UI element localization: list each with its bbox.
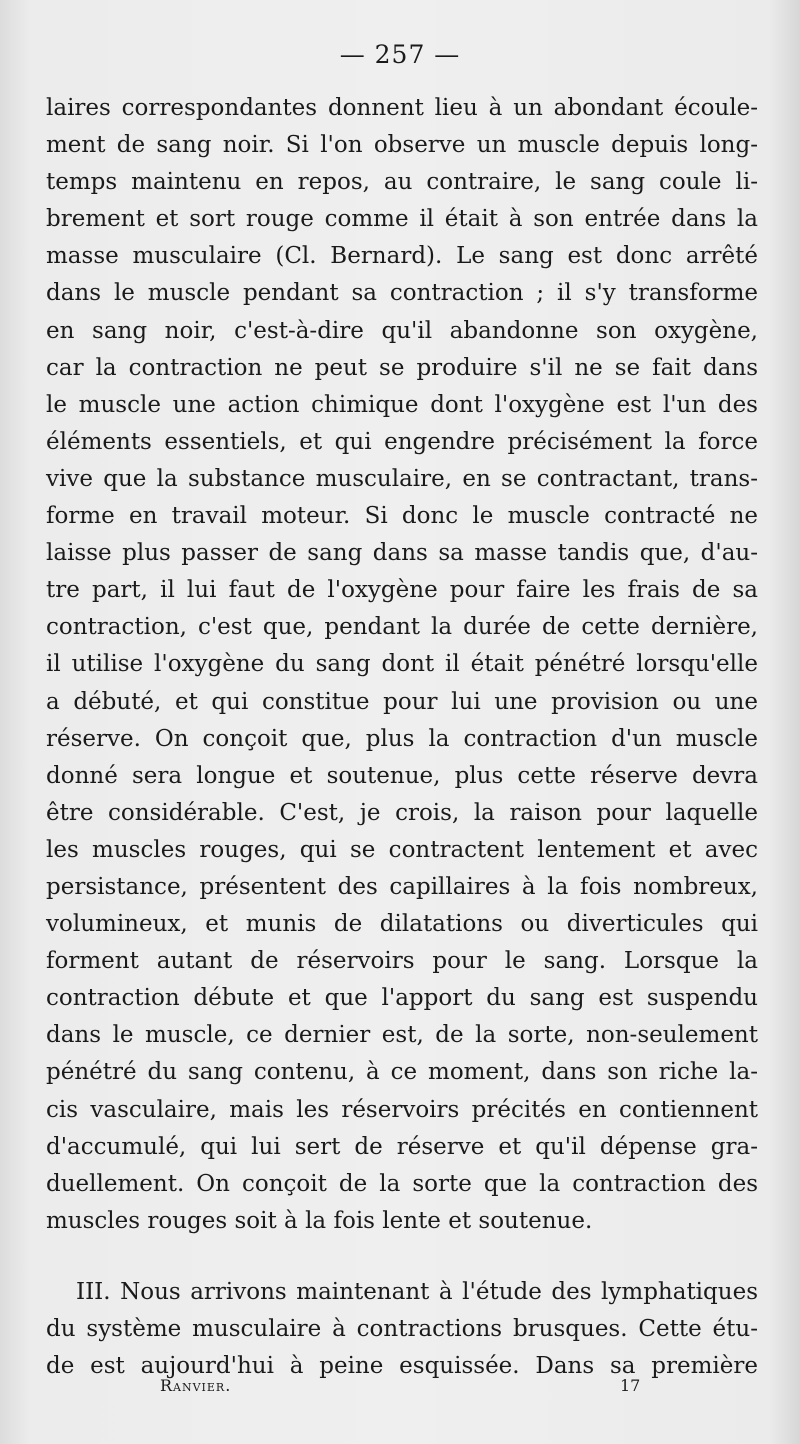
- text-line: ment de sang noir. Si l'on observe un muscle depuis long-: [46, 132, 758, 159]
- text-line: donné sera longue et soutenue, plus cette réserve devra: [46, 762, 758, 789]
- text-line: en sang noir, c'est-à-dire qu'il abandonne son oxygène,: [46, 317, 758, 344]
- paragraph-gap: [46, 1240, 758, 1274]
- text-line: vive que la substance musculaire, en se contractant, trans-: [46, 465, 758, 492]
- text-line: duellement. On conçoit de la sorte que la contraction des: [46, 1170, 758, 1197]
- sheet-number: 17: [620, 1376, 641, 1395]
- text-line: dans le muscle pendant sa contraction ; il s'y transforme: [46, 280, 758, 307]
- text-line: contraction débute et que l'apport du sang est suspendu: [46, 985, 758, 1012]
- text-line: brement et sort rouge comme il était à son entrée dans la: [46, 206, 758, 233]
- text-line: temps maintenu en repos, au contraire, le sang coule li-: [46, 169, 758, 196]
- text-line: éléments essentiels, et qui engendre précisément la force: [46, 428, 758, 455]
- section-heading-line: III. Nous arrivons maintenant à l'étude des lymphatiques: [76, 1278, 758, 1305]
- text-line: les muscles rouges, qui se contractent lentement et avec: [46, 836, 758, 863]
- text-line: d'accumulé, qui lui sert de réserve et qu'il dépense gra-: [46, 1133, 758, 1160]
- text-line: être considérable. C'est, je crois, la raison pour laquelle: [46, 799, 758, 826]
- text-line: a débuté, et qui constitue pour lui une provision ou une: [46, 688, 758, 715]
- text-line: masse musculaire (Cl. Bernard). Le sang est donc arrêté: [46, 243, 758, 270]
- text-line: le muscle une action chimique dont l'oxygène est l'un des: [46, 391, 758, 418]
- text-line: du système musculaire à contractions brusques. Cette étu-: [46, 1316, 758, 1342]
- text-line: tre part, il lui faut de l'oxygène pour faire les frais de sa: [46, 577, 758, 604]
- text-line: volumineux, et munis de dilatations ou diverticules qui: [46, 911, 758, 938]
- text-line: dans le muscle, ce dernier est, de la sorte, non-seulement: [46, 1022, 758, 1049]
- text-line: pénétré du sang contenu, à ce moment, dans son riche la-: [46, 1059, 758, 1086]
- text-line: contraction, c'est que, pendant la durée de cette dernière,: [46, 614, 758, 641]
- text-line: car la contraction ne peut se produire s'il ne se fait dans: [46, 354, 758, 381]
- page-number: — 257 —: [339, 40, 461, 69]
- text-line: persistance, présentent des capillaires à la fois nombreux,: [46, 873, 758, 900]
- text-line: forme en travail moteur. Si donc le muscle contracté ne: [46, 503, 758, 530]
- page-footer: [0, 1376, 800, 1406]
- text-line: forment autant de réservoirs pour le sang. Lorsque la: [46, 948, 758, 975]
- text-line: laires correspondantes donnent lieu à un abondant écoule-: [46, 95, 758, 121]
- text-line: il utilise l'oxygène du sang dont il était pénétré lorsqu'elle: [46, 651, 758, 678]
- author-signature: Ranvier.: [160, 1376, 232, 1395]
- text-line: réserve. On conçoit que, plus la contraction d'un muscle: [46, 725, 758, 752]
- text-line: de est aujourd'hui à peine esquissée. Dans sa première: [46, 1353, 758, 1380]
- text-line: laisse plus passer de sang dans sa masse tandis que, d'au-: [46, 540, 758, 567]
- text-line: cis vasculaire, mais les réservoirs précités en contiennent: [46, 1096, 758, 1123]
- paragraph-last-line: muscles rouges soit à la fois lente et soutenue.: [46, 1207, 593, 1234]
- body-text: [46, 90, 758, 1385]
